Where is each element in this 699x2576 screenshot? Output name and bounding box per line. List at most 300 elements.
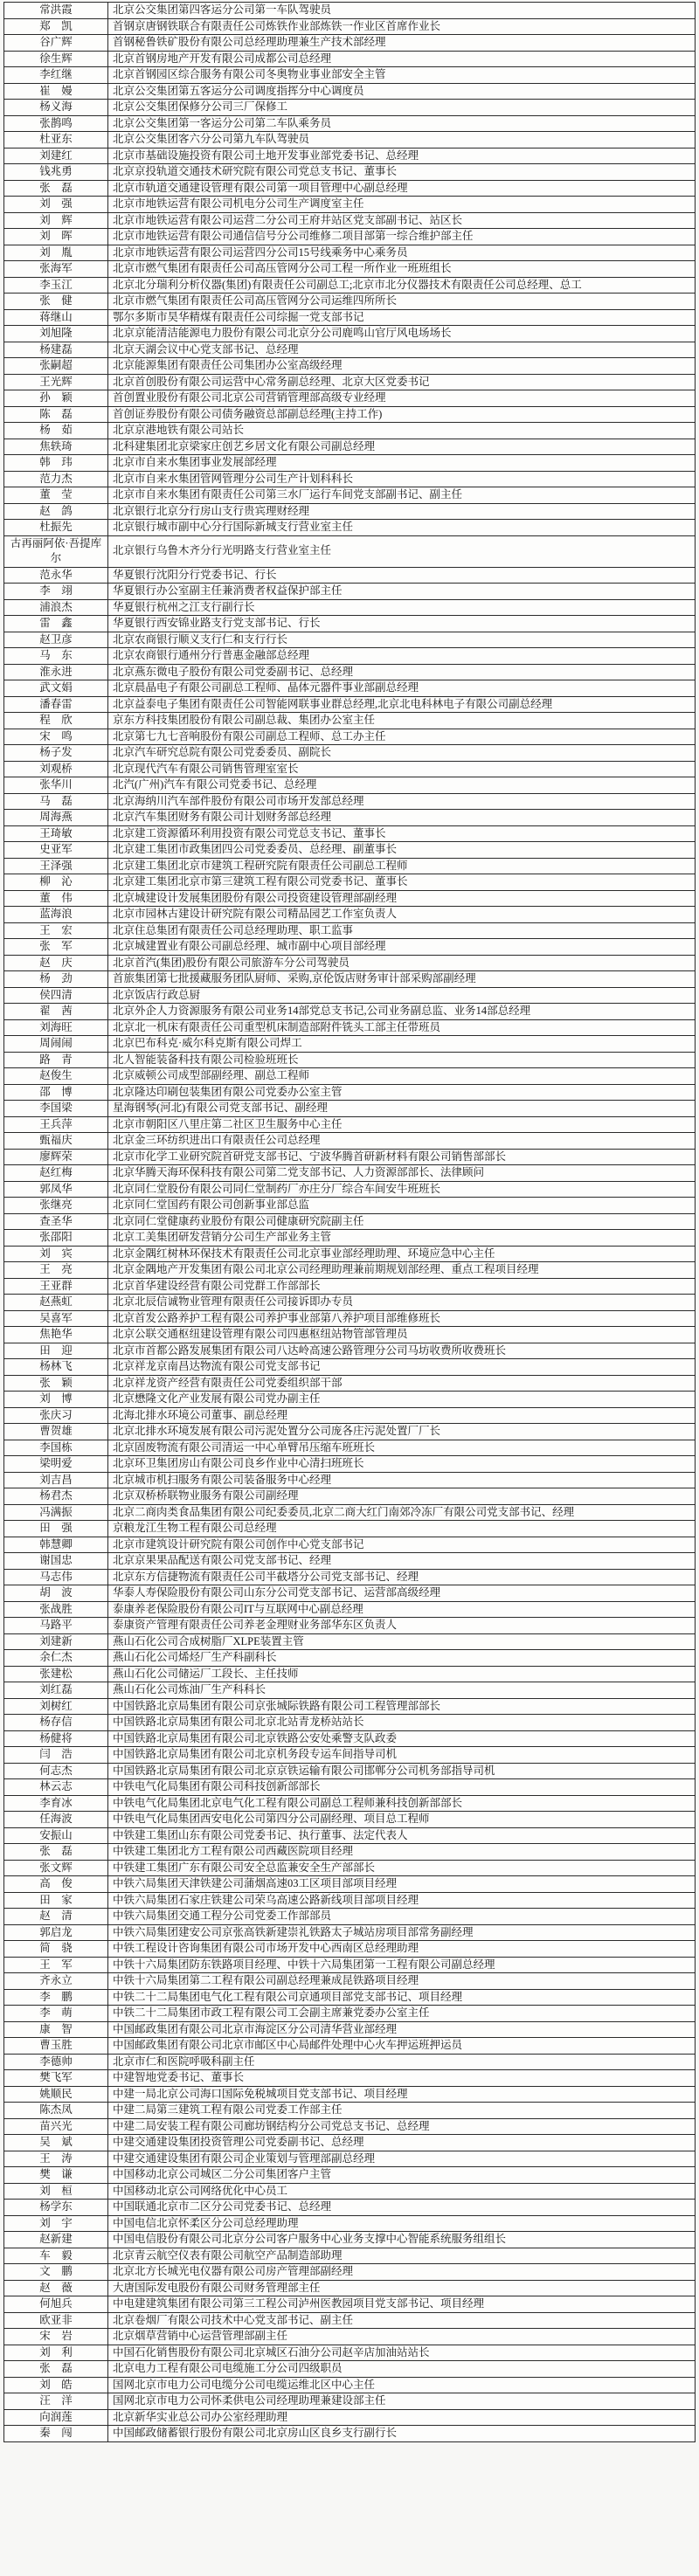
table-row bbox=[4, 1456, 696, 1473]
person-name: 田 家 bbox=[4, 1892, 108, 1909]
person-name: 赵 鸽 bbox=[4, 503, 108, 520]
person-name: 姚顺民 bbox=[4, 2086, 108, 2103]
table-row bbox=[4, 1924, 696, 1941]
table-row bbox=[4, 1989, 696, 2006]
person-title: 北京二商肉类食品集团有限公司纪委委员,北京二商大红门南郊冷冻厂有限公司党支部书记、经理 bbox=[108, 1504, 696, 1521]
table-row bbox=[4, 455, 696, 472]
table-row bbox=[4, 648, 696, 665]
person-name: 何旭兵 bbox=[4, 2296, 108, 2313]
table-row bbox=[4, 1149, 696, 1165]
table-row bbox=[4, 1504, 696, 1521]
table-row bbox=[4, 825, 696, 842]
person-title: 北京烟草营销中心运营管理部副主任 bbox=[108, 2329, 696, 2345]
person-title: 北京北方长城光电仪器有限公司房产管理部副经理 bbox=[108, 2264, 696, 2281]
table-row bbox=[4, 1019, 696, 1036]
table-row bbox=[4, 907, 696, 923]
table-row bbox=[4, 971, 696, 988]
table-row bbox=[4, 2409, 696, 2426]
person-name: 王兵萍 bbox=[4, 1116, 108, 1133]
table-row bbox=[4, 197, 696, 213]
table-row bbox=[4, 390, 696, 407]
table-row bbox=[4, 1553, 696, 1570]
table-row bbox=[4, 212, 696, 229]
person-title: 中铁建工集团山东有限公司党委书记、执行董事、法定代表人 bbox=[108, 1827, 696, 1844]
table-row bbox=[4, 1052, 696, 1068]
table-row bbox=[4, 51, 696, 67]
table-row bbox=[4, 342, 696, 358]
table-row bbox=[4, 2426, 696, 2442]
person-name: 林云志 bbox=[4, 1779, 108, 1796]
person-name: 杨学东 bbox=[4, 2200, 108, 2216]
table-row bbox=[4, 1666, 696, 1682]
person-title: 北京市化学工业研究院首研党支部书记、宁波华腾首研新材料有限公司销售部部长 bbox=[108, 1149, 696, 1165]
person-name: 查圣华 bbox=[4, 1213, 108, 1230]
person-name: 范力杰 bbox=[4, 471, 108, 487]
person-title: 北京首创股份有限公司运营中心常务副总经理、北京大区党委书记 bbox=[108, 374, 696, 390]
person-name: 张华川 bbox=[4, 777, 108, 794]
table-row bbox=[4, 1892, 696, 1909]
table-row bbox=[4, 1633, 696, 1650]
person-name: 赵卫彦 bbox=[4, 632, 108, 648]
person-title: 北京市燃气集团有限责任公司高压管网分公司工程一所作业一班班组长 bbox=[108, 261, 696, 278]
person-name: 王泽强 bbox=[4, 858, 108, 874]
person-name: 张文辉 bbox=[4, 1860, 108, 1876]
table-row bbox=[4, 1537, 696, 1553]
table-row bbox=[4, 632, 696, 648]
person-title: 北京京果果品配送有限公司党支部书记、经理 bbox=[108, 1553, 696, 1570]
person-title: 北京懋隆文化产业发展有限公司党办副主任 bbox=[108, 1392, 696, 1408]
person-name: 文 鹏 bbox=[4, 2264, 108, 2281]
person-title: 京粮龙江生物工程有限公司总经理 bbox=[108, 1521, 696, 1537]
person-name: 赵 庆 bbox=[4, 955, 108, 971]
table-row bbox=[4, 1860, 696, 1876]
person-name: 汪 洋 bbox=[4, 2393, 108, 2410]
table-row bbox=[4, 842, 696, 859]
person-title: 中建交通建设集团有限公司企业策划与管理部副总经理 bbox=[108, 2151, 696, 2167]
person-name: 杜亚东 bbox=[4, 132, 108, 148]
person-name: 马 东 bbox=[4, 648, 108, 665]
person-name: 浦浪杰 bbox=[4, 599, 108, 616]
person-title: 北京青云航空仪表有限公司航空产品制造部助理 bbox=[108, 2248, 696, 2264]
table-row bbox=[4, 1295, 696, 1311]
person-title: 中建交通建设集团投资管理公司党委副书记、总经理 bbox=[108, 2135, 696, 2151]
person-title: 北京北辰信诚物业管理有限责任公司接诉即办专员 bbox=[108, 1295, 696, 1311]
person-title: 北京建工集团北京市第三建筑工程有限公司党委书记、董事长 bbox=[108, 874, 696, 891]
person-name: 苗兴光 bbox=[4, 2118, 108, 2135]
person-title: 北京市自来水集团管网管理分公司生产计划科科长 bbox=[108, 471, 696, 487]
person-name: 刘 桓 bbox=[4, 2183, 108, 2200]
table-row bbox=[4, 939, 696, 956]
table-row bbox=[4, 471, 696, 487]
person-title: 中铁建工集团北方工程有限公司西藏医院项目经理 bbox=[108, 1844, 696, 1861]
table-row bbox=[4, 520, 696, 536]
person-title: 中铁电气化局集团北京电气化工程有限公司副总工程师兼科技创新部部长 bbox=[108, 1795, 696, 1812]
person-name: 刘树红 bbox=[4, 1698, 108, 1715]
person-title: 北京首钢房地产开发有限公司成都公司总经理 bbox=[108, 51, 696, 67]
person-name: 刘 宇 bbox=[4, 2215, 108, 2232]
personnel-table-body bbox=[4, 3, 696, 2442]
person-title: 北京城建置业有限公司副总经理、城市副中心项目部经理 bbox=[108, 939, 696, 956]
person-name: 李育冰 bbox=[4, 1795, 108, 1812]
person-title: 首钢京唐钢铁联合有限责任公司炼铁作业部炼铁一作业区首席作业长 bbox=[108, 18, 696, 35]
person-title: 北京北排水环境发展有限公司污泥处置分公司庞各庄污泥处置厂厂长 bbox=[108, 1424, 696, 1440]
person-name: 吴 斌 bbox=[4, 2135, 108, 2151]
table-row bbox=[4, 2280, 696, 2296]
person-title: 燕山石化公司储运厂工段长、主任技师 bbox=[108, 1666, 696, 1682]
person-name: 宋 岩 bbox=[4, 2329, 108, 2345]
person-title: 中国铁路北京局集团有限公司北京铁路公安处乘警支队政委 bbox=[108, 1730, 696, 1747]
table-row bbox=[4, 2232, 696, 2248]
person-name: 樊飞军 bbox=[4, 2070, 108, 2087]
table-row bbox=[4, 1601, 696, 1618]
person-name: 周闹闹 bbox=[4, 1036, 108, 1053]
table-row bbox=[4, 955, 696, 971]
person-name: 雷 鑫 bbox=[4, 616, 108, 632]
table-row bbox=[4, 713, 696, 729]
person-name: 康 智 bbox=[4, 2021, 108, 2038]
person-name: 刘 宾 bbox=[4, 1246, 108, 1262]
table-row bbox=[4, 584, 696, 600]
table-row bbox=[4, 1876, 696, 1893]
person-title: 北京住总集团有限责任公司总经理助理、职工监事 bbox=[108, 922, 696, 939]
table-row bbox=[4, 2070, 696, 2087]
person-name: 郑 凯 bbox=[4, 18, 108, 35]
person-name: 刘海旺 bbox=[4, 1019, 108, 1036]
person-title: 燕山石化公司炼油厂生产科科长 bbox=[108, 1682, 696, 1699]
person-title: 燕山石化公司合成树脂厂XLPE装置主管 bbox=[108, 1633, 696, 1650]
table-row bbox=[4, 810, 696, 826]
person-title: 首旅集团第七批援藏服务团队厨师、采购,京伦饭店财务审计部采购部副经理 bbox=[108, 971, 696, 988]
person-name: 常洪霞 bbox=[4, 3, 108, 19]
person-name: 赵俊生 bbox=[4, 1068, 108, 1085]
table-row bbox=[4, 1424, 696, 1440]
person-name: 翟 茜 bbox=[4, 1004, 108, 1020]
table-row bbox=[4, 245, 696, 261]
person-title: 北京汽车集团财务有限公司计划财务部总经理 bbox=[108, 810, 696, 826]
person-name: 张 磊 bbox=[4, 180, 108, 197]
person-name: 任海波 bbox=[4, 1812, 108, 1828]
person-title: 中国铁路北京局集团有限公司北京机务段专运车间指导司机 bbox=[108, 1747, 696, 1764]
table-row bbox=[4, 2103, 696, 2119]
person-title: 北京新华实业总公司办公室经理助理 bbox=[108, 2409, 696, 2426]
person-name: 韩慧卿 bbox=[4, 1537, 108, 1553]
table-row bbox=[4, 1036, 696, 1053]
table-row bbox=[4, 1230, 696, 1247]
table-row bbox=[4, 1973, 696, 1990]
person-name: 赵 薇 bbox=[4, 2280, 108, 2296]
person-title: 北海北排水环境公司董事、副总经理 bbox=[108, 1407, 696, 1424]
person-title: 京东方科技集团股份有限公司副总裁、集团办公室主任 bbox=[108, 713, 696, 729]
person-name: 史亚军 bbox=[4, 842, 108, 859]
person-name: 甄福庆 bbox=[4, 1133, 108, 1150]
person-title: 北京益泰电子集团有限责任公司智能网联事业群总经理,北京北电科林电子有限公司副总经理 bbox=[108, 696, 696, 713]
person-title: 中国邮政集团有限公司北京市邮区中心局邮件处理中心火车押运班押运员 bbox=[108, 2038, 696, 2055]
person-name: 冯满振 bbox=[4, 1504, 108, 1521]
table-row bbox=[4, 423, 696, 439]
person-name: 谷广辉 bbox=[4, 35, 108, 52]
person-title: 中国移动北京公司网络优化中心员工 bbox=[108, 2183, 696, 2200]
person-title: 北京祥龙资产经营有限责任公司党委组织部干部 bbox=[108, 1375, 696, 1392]
person-name: 钱兆勇 bbox=[4, 164, 108, 181]
person-name: 李 翊 bbox=[4, 584, 108, 600]
person-name: 杨 茹 bbox=[4, 423, 108, 439]
person-title: 中国电信北京怀柔区分公司总经理助理 bbox=[108, 2215, 696, 2232]
person-title: 中铁工程设计咨询集团有限公司市场开发中心西南区总经理助理 bbox=[108, 1941, 696, 1958]
person-name: 赵新建 bbox=[4, 2232, 108, 2248]
table-row bbox=[4, 277, 696, 294]
person-name: 张 颖 bbox=[4, 1375, 108, 1392]
person-name: 王 军 bbox=[4, 1957, 108, 1973]
person-title: 北京金三环纺织进出口有限责任公司总经理 bbox=[108, 1133, 696, 1150]
person-title: 北京城建设计发展集团股份有限公司投资建设管理部副经理 bbox=[108, 890, 696, 907]
table-row bbox=[4, 1359, 696, 1376]
table-row bbox=[4, 1650, 696, 1667]
person-name: 崔 嫚 bbox=[4, 83, 108, 100]
person-title: 北京首钢园区综合服务有限公司冬奥物业事业部安全主管 bbox=[108, 67, 696, 84]
person-name: 秦 闯 bbox=[4, 2426, 108, 2442]
person-name: 曹贺雄 bbox=[4, 1424, 108, 1440]
person-name: 徐生辉 bbox=[4, 51, 108, 67]
table-row bbox=[4, 1585, 696, 1602]
person-name: 刘红磊 bbox=[4, 1682, 108, 1699]
table-row bbox=[4, 1004, 696, 1020]
person-title: 北京威顿公司成型部副经理、副总工程师 bbox=[108, 1068, 696, 1085]
table-row bbox=[4, 1181, 696, 1198]
person-name: 柳 沁 bbox=[4, 874, 108, 891]
person-name: 向润莲 bbox=[4, 2409, 108, 2426]
table-row bbox=[4, 2006, 696, 2022]
person-title: 北京汽车研究总院有限公司党委委员、副院长 bbox=[108, 745, 696, 762]
table-row bbox=[4, 1084, 696, 1101]
person-name: 王 宏 bbox=[4, 922, 108, 939]
person-name: 路 青 bbox=[4, 1052, 108, 1068]
table-row bbox=[4, 67, 696, 84]
table-row bbox=[4, 3, 696, 19]
table-row bbox=[4, 1375, 696, 1392]
table-row bbox=[4, 680, 696, 697]
person-name: 谢国忠 bbox=[4, 1553, 108, 1570]
person-name: 杨子发 bbox=[4, 745, 108, 762]
person-name: 郭凤华 bbox=[4, 1181, 108, 1198]
person-name: 闫 浩 bbox=[4, 1747, 108, 1764]
person-title: 北京市地铁运营有限公司运营二分公司王府井站区党支部副书记、站区长 bbox=[108, 212, 696, 229]
person-name: 张海军 bbox=[4, 261, 108, 278]
person-name: 何志杰 bbox=[4, 1763, 108, 1779]
person-name: 张 磊 bbox=[4, 2361, 108, 2378]
person-title: 北京建工资源循环利用投资有限公司党总支书记、董事长 bbox=[108, 825, 696, 842]
person-title: 北汽(广州)汽车有限公司党委书记、总经理 bbox=[108, 777, 696, 794]
person-title: 北京市轨道交通建设管理有限公司第一项目管理中心副总经理 bbox=[108, 180, 696, 197]
person-title: 北人智能装备科技有限公司检验班班长 bbox=[108, 1052, 696, 1068]
person-name: 张庆习 bbox=[4, 1407, 108, 1424]
person-title: 北京双桥桥联物业服务有限公司副经理 bbox=[108, 1488, 696, 1505]
table-row bbox=[4, 1133, 696, 1150]
person-title: 北京隆达印刷包装集团有限公司党委办公室主管 bbox=[108, 1084, 696, 1101]
person-title: 中建二局第三建筑工程有限公司党委工作部主任 bbox=[108, 2103, 696, 2119]
table-row bbox=[4, 358, 696, 375]
table-row bbox=[4, 1569, 696, 1585]
person-name: 杨君杰 bbox=[4, 1488, 108, 1505]
person-title: 北京公交集团保修分公司三厂保修工 bbox=[108, 100, 696, 116]
table-row bbox=[4, 1715, 696, 1731]
person-title: 北京银行乌鲁木齐分行光明路支行营业室主任 bbox=[108, 535, 696, 567]
person-title: 中国邮政储蓄银行股份有限公司北京房山区良乡支行副行长 bbox=[108, 2426, 696, 2442]
person-title: 中铁二十二局集团电气化工程有限公司京通项目部党支部书记、项目经理 bbox=[108, 1989, 696, 2006]
table-row bbox=[4, 1472, 696, 1488]
person-name: 杨存信 bbox=[4, 1715, 108, 1731]
table-row bbox=[4, 1262, 696, 1279]
person-name: 王 涛 bbox=[4, 2151, 108, 2167]
table-row bbox=[4, 2151, 696, 2167]
person-name: 王 亮 bbox=[4, 1262, 108, 1279]
person-title: 北京金隅红树林环保技术有限责任公司北京事业部经理助理、环境应急中心主任 bbox=[108, 1246, 696, 1262]
table-row bbox=[4, 1521, 696, 1537]
person-name: 张继亮 bbox=[4, 1198, 108, 1214]
person-name: 张鹊鸣 bbox=[4, 115, 108, 132]
person-title: 中国电信股份有限公司北京分公司客户服务中心业务支撑中心智能系统服务组组长 bbox=[108, 2232, 696, 2248]
person-title: 中铁十六局集团第二工程有限公司副总经理兼成昆铁路项目经理 bbox=[108, 1973, 696, 1990]
table-row bbox=[4, 1763, 696, 1779]
person-name: 杨义海 bbox=[4, 100, 108, 116]
table-row bbox=[4, 2118, 696, 2135]
person-name: 刘 博 bbox=[4, 1392, 108, 1408]
person-name: 陈杰凤 bbox=[4, 2103, 108, 2119]
person-name: 樊 谦 bbox=[4, 2167, 108, 2184]
person-name: 安振山 bbox=[4, 1827, 108, 1844]
table-row bbox=[4, 439, 696, 455]
person-title: 北京北一机床有限责任公司重型机床制造部附件铣头工部主任带班员 bbox=[108, 1019, 696, 1036]
person-title: 北京巴布科克·威尔科克斯有限公司焊工 bbox=[108, 1036, 696, 1053]
person-name: 刘建红 bbox=[4, 148, 108, 164]
person-title: 北京市园林古建设计研究院有限公司精品园艺工作室负责人 bbox=[108, 907, 696, 923]
person-title: 国网北京市电力公司怀柔供电公司经理助理兼建设部主任 bbox=[108, 2393, 696, 2410]
table-row bbox=[4, 599, 696, 616]
table-row bbox=[4, 777, 696, 794]
person-title: 星海钢琴(河北)有限公司党支部书记、副经理 bbox=[108, 1101, 696, 1117]
person-title: 中国石化销售股份有限公司北京城区石油分公司赵辛店加油站站长 bbox=[108, 2345, 696, 2361]
person-name: 车 毅 bbox=[4, 2248, 108, 2264]
person-title: 北京市自来水集团事业发展部经理 bbox=[108, 455, 696, 472]
person-title: 北京市燃气集团有限责任公司高压管网分公司运维四所所长 bbox=[108, 294, 696, 310]
table-row bbox=[4, 1343, 696, 1359]
person-name: 张建松 bbox=[4, 1666, 108, 1682]
table-row bbox=[4, 2345, 696, 2361]
person-name: 刘建新 bbox=[4, 1633, 108, 1650]
person-title: 北京电力工程有限公司电缆施工分公司四级职员 bbox=[108, 2361, 696, 2378]
person-title: 北京市首都公路发展集团有限公司八达岭高速公路管理分公司马坊收费所收费班长 bbox=[108, 1343, 696, 1359]
person-name: 武文娟 bbox=[4, 680, 108, 697]
person-title: 北京京能清洁能源电力股份有限公司北京分公司鹿鸣山官厅风电场场长 bbox=[108, 326, 696, 342]
person-name: 李红继 bbox=[4, 67, 108, 84]
table-row bbox=[4, 2312, 696, 2329]
table-row bbox=[4, 164, 696, 181]
person-title: 北京固废物流有限公司清运一中心单臂吊压缩车班班长 bbox=[108, 1440, 696, 1456]
person-title: 中铁电气化局集团有限公司科技创新部部长 bbox=[108, 1779, 696, 1796]
table-row bbox=[4, 761, 696, 777]
person-name: 张 健 bbox=[4, 294, 108, 310]
personnel-table bbox=[3, 2, 696, 2442]
table-row bbox=[4, 922, 696, 939]
person-title: 北京公交集团第五客运分公司调度指挥分中心调度员 bbox=[108, 83, 696, 100]
person-title: 北京市基础设施投资有限公司土地开发事业部党委书记、总经理 bbox=[108, 148, 696, 164]
person-name: 周海燕 bbox=[4, 810, 108, 826]
person-name: 马 磊 bbox=[4, 793, 108, 810]
table-row bbox=[4, 294, 696, 310]
table-row bbox=[4, 1698, 696, 1715]
person-name: 曹玉胜 bbox=[4, 2038, 108, 2055]
person-name: 侯四清 bbox=[4, 987, 108, 1004]
person-title: 北京京港地铁有限公司站长 bbox=[108, 423, 696, 439]
table-row bbox=[4, 2038, 696, 2055]
person-title: 泰康养老保险股份有限公司IT与互联网中心副总经理 bbox=[108, 1601, 696, 1618]
table-row bbox=[4, 1278, 696, 1295]
table-row bbox=[4, 1844, 696, 1861]
table-row bbox=[4, 115, 696, 132]
person-title: 北京华腾天海环保科技有限公司第二党支部书记、人力资源部部长、法律顾问 bbox=[108, 1165, 696, 1182]
person-title: 北京银行城市副中心分行国际新城支行营业室主任 bbox=[108, 520, 696, 536]
person-name: 宋 鸣 bbox=[4, 729, 108, 745]
person-name: 张战胜 bbox=[4, 1601, 108, 1618]
table-row bbox=[4, 100, 696, 116]
person-name: 李德帅 bbox=[4, 2054, 108, 2070]
table-row bbox=[4, 2329, 696, 2345]
table-row bbox=[4, 487, 696, 504]
person-title: 华夏银行沈阳分行党委书记、行长 bbox=[108, 567, 696, 584]
person-title: 华夏银行西安锦业路支行党支部书记、行长 bbox=[108, 616, 696, 632]
table-row bbox=[4, 890, 696, 907]
table-row bbox=[4, 1941, 696, 1958]
person-name: 张 军 bbox=[4, 939, 108, 956]
person-title: 北京现代汽车有限公司销售管理室室长 bbox=[108, 761, 696, 777]
table-row bbox=[4, 2086, 696, 2103]
table-row bbox=[4, 1779, 696, 1796]
person-title: 国网北京市电力公司电缆分公司电缆运维北区中心主任 bbox=[108, 2377, 696, 2393]
person-title: 中铁二十二局集团市政工程有限公司工会副主席兼党委办公室主任 bbox=[108, 2006, 696, 2022]
table-row bbox=[4, 2200, 696, 2216]
person-title: 北京建工集团北京市建筑工程研究院有限责任公司副总工程师 bbox=[108, 858, 696, 874]
person-title: 北京京投轨道交通技术研究院有限公司党总支书记、董事长 bbox=[108, 164, 696, 181]
person-name: 淮永进 bbox=[4, 664, 108, 680]
table-row bbox=[4, 503, 696, 520]
table-row bbox=[4, 1812, 696, 1828]
person-name: 田 迎 bbox=[4, 1343, 108, 1359]
table-row bbox=[4, 2361, 696, 2378]
table-row bbox=[4, 2296, 696, 2313]
person-title: 华夏银行办公室副主任兼消费者权益保护部主任 bbox=[108, 584, 696, 600]
person-title: 鄂尔多斯市昊华精煤有限责任公司综掘一党支部书记 bbox=[108, 309, 696, 326]
person-name: 廖辉荣 bbox=[4, 1149, 108, 1165]
person-title: 泰康资产管理有限责任公司养老金理财业务部华东区负责人 bbox=[108, 1618, 696, 1634]
person-name: 程 欣 bbox=[4, 713, 108, 729]
table-row bbox=[4, 745, 696, 762]
table-row bbox=[4, 2021, 696, 2038]
person-name: 孙 颖 bbox=[4, 390, 108, 407]
person-name: 高 俊 bbox=[4, 1876, 108, 1893]
person-title: 中铁六局集团天津铁建公司蒲烟高速03工区项目部项目经理 bbox=[108, 1876, 696, 1893]
table-row bbox=[4, 406, 696, 423]
table-row bbox=[4, 18, 696, 35]
table-row bbox=[4, 261, 696, 278]
person-title: 北京市地铁运营有限公司运营四分公司15号线乘务中心乘务员 bbox=[108, 245, 696, 261]
table-row bbox=[4, 987, 696, 1004]
table-row bbox=[4, 1310, 696, 1327]
person-title: 中电建建筑集团有限公司第三工程公司泸州医教园项目党支部书记、项目经理 bbox=[108, 2296, 696, 2313]
person-title: 北京天湖会议中心党支部书记、总经理 bbox=[108, 342, 696, 358]
person-name: 刘 皓 bbox=[4, 2377, 108, 2393]
person-name: 蒋继山 bbox=[4, 309, 108, 326]
table-row bbox=[4, 874, 696, 891]
person-name: 董 伟 bbox=[4, 890, 108, 907]
